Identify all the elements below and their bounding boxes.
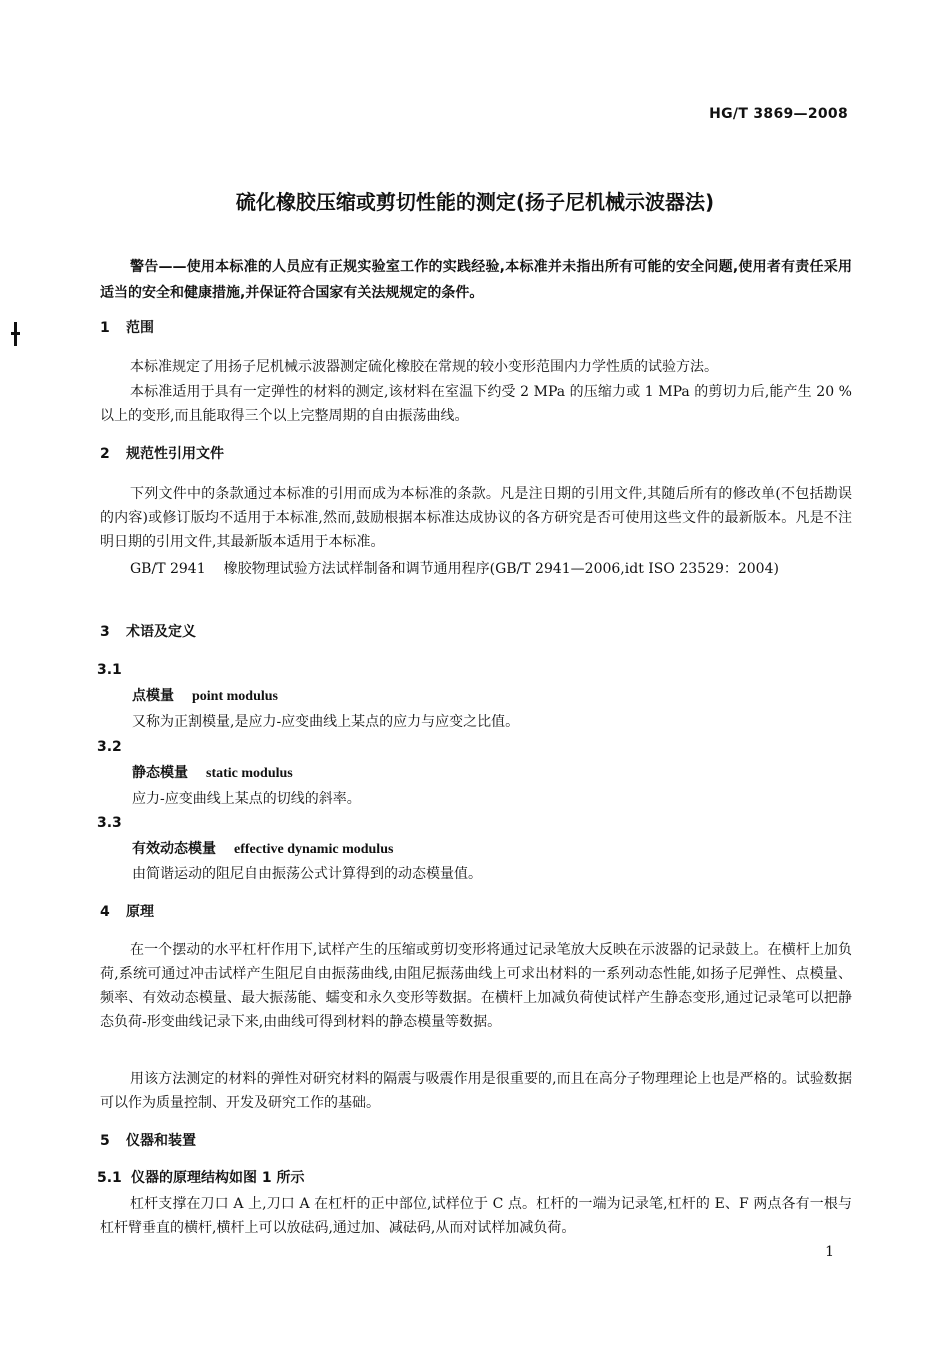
section-title: 仪器和装置 (126, 1133, 196, 1149)
reference-title: 橡胶物理试验方法试样制备和调节通用程序(GB/T 2941—2006,idt ISO 23529：2004) (223, 561, 779, 577)
section-1-heading (100, 318, 154, 338)
section-title: 规范性引用文件 (126, 446, 224, 462)
page-number: 1 (825, 1244, 834, 1260)
term-english: point modulus (192, 689, 278, 704)
margin-mark (14, 322, 17, 346)
term-definition: 应力-应变曲线上某点的切线的斜率。 (132, 791, 361, 807)
section-4-paragraph-1: 在一个摆动的水平杠杆作用下,试样产生的压缩或剪切变形将通过记录笔放大反映在示波器的记录鼓上。在横杆上加负荷,系统可通过冲击试样产生阻尼自由振荡曲线,由阻尼振荡曲线上可求出材料的一系列动态性能,如扬子尼弹性、点模量、频率、有效动态模量、最大振荡能、蠕变和永久变形等数据。在横杆上加减负荷使试样产生静态变形,通过记录笔可以把静态负荷-形变曲线记录下来,由曲线可得到材料的静态模量等数据。 (100, 942, 852, 1030)
section-1-paragraph-1: 本标准规定了用扬子尼机械示波器测定硫化橡胶在常规的较小变形范围内力学性质的试验方法。 (130, 359, 718, 375)
section-4-paragraph-2: 用该方法测定的材料的弹性对研究材料的隔震与吸震作用是很重要的,而且在高分子物理理论上也是严格的。试验数据可以作为质量控制、开发及研究工作的基础。 (100, 1071, 852, 1111)
term-heading (132, 839, 393, 860)
section-2-heading (100, 444, 224, 464)
term-chinese: 有效动态模量 (132, 841, 216, 857)
subsection-5-1-heading (97, 1168, 305, 1188)
subsection-title: 仪器的原理结构如图 1 所示 (131, 1170, 305, 1186)
section-title: 范围 (126, 320, 154, 336)
term-definition: 又称为正割模量,是应力-应变曲线上某点的应力与应变之比值。 (132, 714, 520, 730)
section-5-1-paragraph: 杠杆支撑在刀口 A 上,刀口 A 在杠杆的正中部位,试样位于 C 点。杠杆的一端为记录笔,杠杆的 E、F 两点各有一根与杠杆臂垂直的横杆,横杆上可以放砝码,通过加、减砝码,从而对试样加减负荷。 (100, 1196, 852, 1236)
section-number: 3 (100, 624, 110, 640)
section-number: 5 (100, 1133, 110, 1149)
section-5-heading (100, 1131, 196, 1151)
normative-reference (100, 557, 852, 581)
term-chinese: 点模量 (132, 688, 174, 704)
warning-paragraph: 警告——使用本标准的人员应有正规实验室工作的实践经验,本标准并未指出所有可能的安全问题,使用者有责任采用适当的安全和健康措施,并保证符合国家有关法规规定的条件。 (100, 259, 852, 301)
section-1-paragraph-2: 本标准适用于具有一定弹性的材料的测定,该材料在室温下约受 2 MPa 的压缩力或 1 MPa 的剪切力后,能产生 20 %以上的变形,而且能取得三个以上完整周期的自由振荡曲线。 (100, 384, 852, 424)
term-definition: 由简谐运动的阻尼自由振荡公式计算得到的动态模量值。 (132, 866, 482, 882)
section-3-heading (100, 622, 196, 642)
reference-code: GB/T 2941 (130, 561, 206, 577)
section-title: 术语及定义 (126, 624, 196, 640)
term-number: 3.1 (97, 662, 122, 678)
term-chinese: 静态模量 (132, 765, 188, 781)
term-heading (132, 763, 293, 784)
document-title: 硫化橡胶压缩或剪切性能的测定(扬子尼机械示波器法) (235, 190, 715, 214)
section-title: 原理 (126, 904, 154, 920)
section-number: 4 (100, 904, 110, 920)
section-4-heading (100, 902, 154, 922)
section-number: 2 (100, 446, 110, 462)
term-number: 3.3 (97, 815, 122, 831)
section-number: 1 (100, 320, 110, 336)
section-2-paragraph-1: 下列文件中的条款通过本标准的引用而成为本标准的条款。凡是注日期的引用文件,其随后所有的修改单(不包括勘误的内容)或修订版均不适用于本标准,然而,鼓励根据本标准达成协议的各方研究是否可使用这些文件的最新版本。凡是不注明日期的引用文件,其最新版本适用于本标准。 (100, 486, 852, 550)
term-english: static modulus (206, 766, 293, 781)
standard-number: HG/T 3869—2008 (709, 106, 848, 122)
term-english: effective dynamic modulus (234, 842, 394, 857)
subsection-number: 5.1 (97, 1170, 122, 1186)
term-number: 3.2 (97, 739, 122, 755)
term-heading (132, 686, 278, 707)
